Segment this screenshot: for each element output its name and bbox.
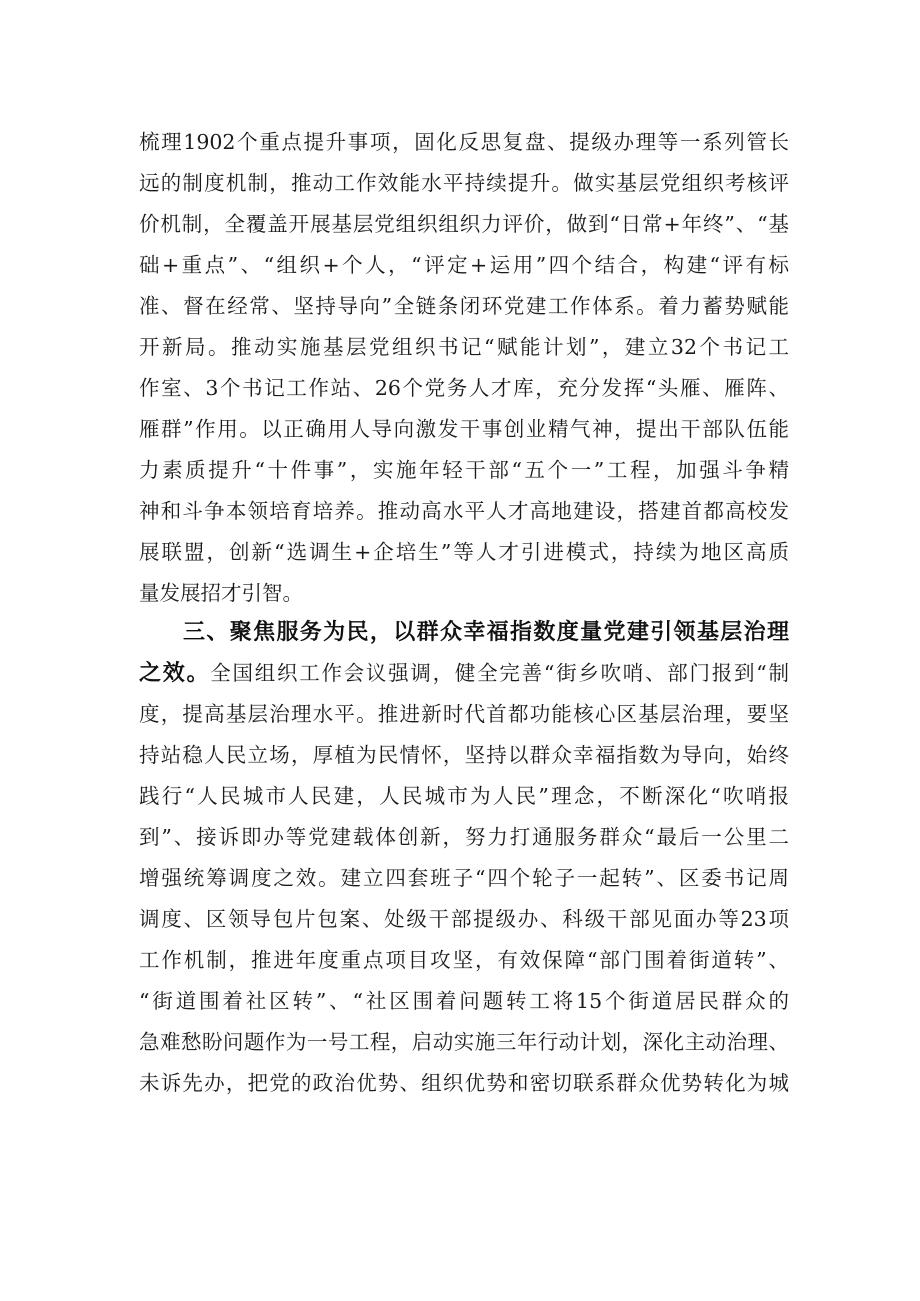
paragraph-section-three [139, 612, 789, 1104]
text-line: 到”、接诉即办等党建载体创新，努力打通服务群众“最后一公里二 [139, 825, 789, 849]
text-line: 增强统筹调度之效。建立四套班子“四个轮子一起转”、区委书记周 [139, 866, 789, 890]
text-line: 调度、区领导包片包案、处级干部提级办、科级干部见面办等23项 [139, 907, 789, 931]
text-line: 量发展招才引智。 [139, 581, 303, 605]
text-line: 础+重点”、“组织+个人，“评定+运用”四个结合，构建“评有标 [139, 253, 789, 277]
text-line: 作室、3个书记工作站、26个党务人才库，充分发挥“头雁、雁阵、 [139, 376, 789, 400]
text-line: 未诉先办，把党的政治优势、组织优势和密切联系群众优势转化为城 [139, 1071, 789, 1095]
text-line: 急难愁盼问题作为一号工程，启动实施三年行动计划，深化主动治理、 [139, 1030, 789, 1054]
text-line: “街道围着社区转”、“社区围着问题转工将15个街道居民群众的 [139, 989, 789, 1013]
text-line: 工作机制，推进年度重点项目攻坚，有效保障“部门围着街道转”、 [139, 948, 789, 972]
text-line: 远的制度机制，推动工作效能水平持续提升。做实基层党组织考核评 [139, 171, 789, 195]
text-line: 准、督在经常、坚持导向”全链条闭环党建工作体系。着力蓄势赋能 [139, 294, 789, 318]
text-line: 开新局。推动实施基层党组织书记“赋能计划”，建立32个书记工 [139, 335, 789, 359]
text-line-rest: 全国组织工作会议强调，健全完善“街乡吹哨、部门报到“制 [210, 661, 789, 685]
text-line: 神和斗争本领培育培养。推动高水平人才高地建设，搭建首都高校发 [139, 499, 789, 523]
text-line: 展联盟，创新“选调生+企培生”等人才引进模式，持续为地区高质 [139, 540, 789, 564]
text-line [139, 653, 789, 694]
text-line: 梳理1902个重点提升事项，固化反思复盘、提级办理等一系列管长 [139, 130, 789, 154]
text-line: 度，提高基层治理水平。推进新时代首都功能核心区基层治理，要坚 [139, 702, 789, 726]
section-heading: 三、聚焦服务为民，以群众幸福指数度量党建引领基层治理 [183, 620, 789, 645]
text-line: 持站稳人民立场，厚植为民情怀，坚持以群众幸福指数为导向，始终 [139, 743, 789, 767]
text-line: 践行“人民城市人民建，人民城市为人民”理念，不断深化“吹哨报 [139, 784, 789, 808]
text-line: 雁群”作用。以正确用人导向激发干事创业精气神，提出干部队伍能 [139, 417, 789, 441]
text-line: 力素质提升“十件事”，实施年轻干部“五个一”工程，加强斗争精 [139, 458, 789, 482]
section-heading-end: 之效。 [139, 661, 211, 686]
paragraph-personnel-mechanisms [139, 122, 789, 614]
text-line: 价机制，全覆盖开展基层党组织组织力评价，做到“日常+年终”、“基 [139, 212, 789, 236]
